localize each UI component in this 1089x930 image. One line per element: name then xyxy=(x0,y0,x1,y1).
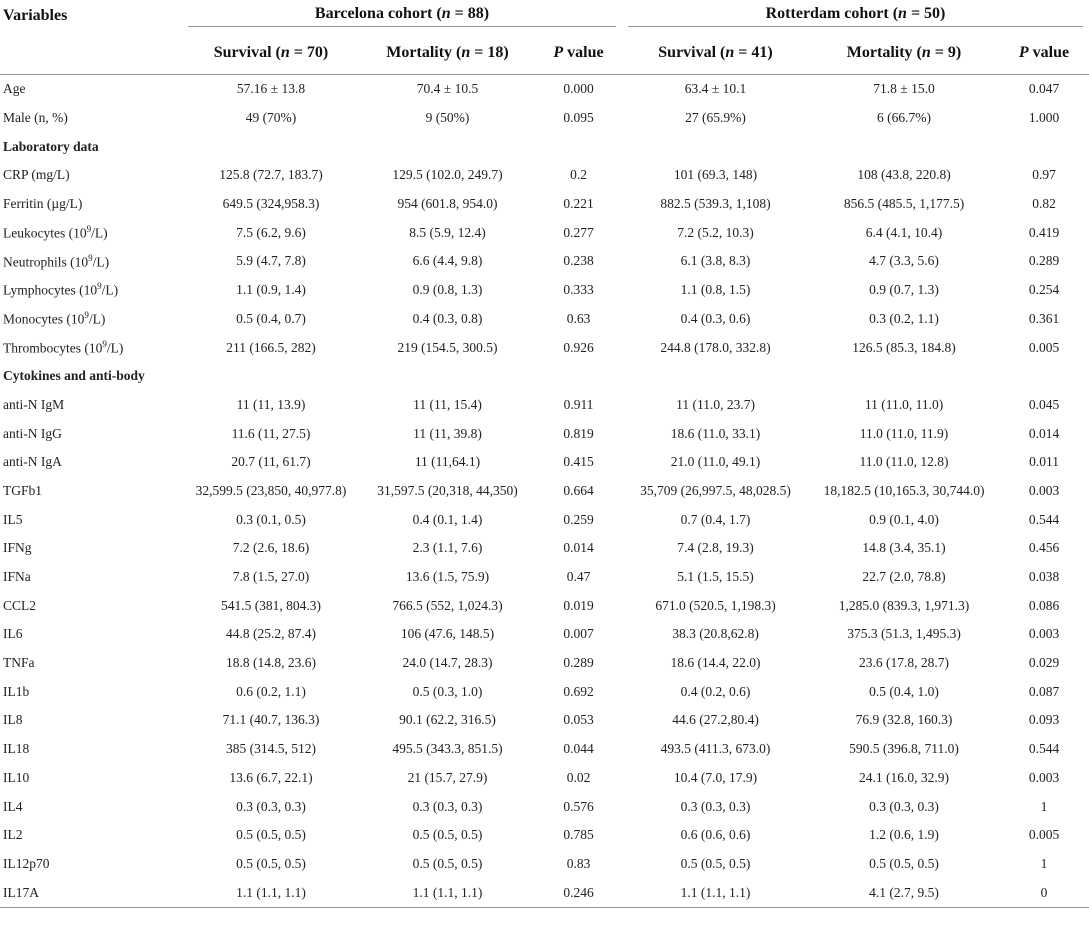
rotterdam-mortality-cell: 18,182.5 (10,165.3, 30,744.0) xyxy=(823,482,985,498)
table-row xyxy=(0,104,1089,133)
barcelona-mortality-cell: 129.5 (102.0, 249.7) xyxy=(392,167,503,183)
rotterdam-p-value-cell: 1 xyxy=(1040,798,1048,814)
rotterdam-survival-cell: 7.4 (2.8, 19.3) xyxy=(677,540,754,556)
table-row xyxy=(0,448,1089,477)
barcelona-p-value-cell: 0.926 xyxy=(563,339,594,355)
barcelona-mortality-cell: 0.5 (0.5, 0.5) xyxy=(412,855,483,871)
barcelona-p-value-cell: 0.692 xyxy=(563,683,594,699)
barcelona-p-value-cell: 0.221 xyxy=(563,196,594,212)
barcelona-mortality-cell: 11 (11, 15.4) xyxy=(413,396,482,412)
variable-name-cell xyxy=(0,764,182,793)
barcelona-p-value-cell: 0.044 xyxy=(563,741,594,757)
barcelona-mortality-cell: 0.3 (0.3, 0.3) xyxy=(412,798,483,814)
barcelona-p-value-cell: 0.47 xyxy=(566,569,591,585)
rotterdam-survival-cell: 1.1 (1.1, 1.1) xyxy=(622,878,809,907)
rotterdam-survival-cell: 1.1 (0.8, 1.5) xyxy=(680,282,751,298)
barcelona-survival-cell: 541.5 (381, 804.3) xyxy=(220,597,322,613)
variable-name: CCL2 xyxy=(3,597,37,613)
rotterdam-survival-cell: 671.0 (520.5, 1,198.3) xyxy=(655,597,776,613)
section-label: Cytokines and anti-body xyxy=(3,368,145,384)
barcelona-p-value-cell: 0.02 xyxy=(566,769,591,785)
variable-name-cell xyxy=(0,391,182,420)
unit-suffix: /L) xyxy=(88,311,106,327)
barcelona-survival-cell: 211 (166.5, 282) xyxy=(226,339,316,355)
barcelona-p-value-cell: 0.83 xyxy=(566,855,591,871)
barcelona-survival-cell: 0.5 (0.5, 0.5) xyxy=(236,827,306,843)
variable-name: anti-N IgA xyxy=(3,454,62,470)
barcelona-survival-cell: 0.6 (0.2, 1.1) xyxy=(236,683,306,699)
rotterdam-survival-cell: 11 (11.0, 23.7) xyxy=(676,396,755,412)
rotterdam-survival-cell: 21.0 (11.0, 49.1) xyxy=(670,454,761,470)
barcelona-survival-cell: 7.8 (1.5, 27.0) xyxy=(232,569,310,585)
rotterdam-mortality-header: Mortality (n = 9) xyxy=(809,31,999,75)
variable-name-cell xyxy=(0,620,182,649)
rotterdam-p-value-cell: 0.289 xyxy=(1028,253,1060,269)
barcelona-survival-cell: 0.3 (0.3, 0.3) xyxy=(236,798,306,814)
barcelona-survival-cell: 20.7 (11, 61.7) xyxy=(231,454,311,470)
variable-name: IL2 xyxy=(3,827,23,843)
barcelona-survival-header: Survival (n = 70) xyxy=(182,31,360,75)
barcelona-p-value-cell: 0.785 xyxy=(563,827,594,843)
barcelona-p-value-cell: 0.63 xyxy=(566,310,591,326)
rotterdam-p-value-header: P value xyxy=(999,31,1089,75)
table-row xyxy=(0,563,1089,592)
barcelona-survival-cell: 1.1 (1.1, 1.1) xyxy=(182,878,360,907)
rotterdam-mortality-cell: 1,285.0 (839.3, 1,971.3) xyxy=(838,597,970,613)
rotterdam-mortality-cell: 126.5 (85.3, 184.8) xyxy=(852,339,956,355)
rotterdam-mortality-cell: 4.7 (3.3, 5.6) xyxy=(869,253,939,269)
rotterdam-survival-cell: 27 (65.9%) xyxy=(685,110,746,126)
barcelona-mortality-header: Mortality (n = 18) xyxy=(360,31,535,75)
variable-name: Ferritin (µg/L) xyxy=(3,196,83,212)
barcelona-survival-cell: 49 (70%) xyxy=(245,110,297,126)
rotterdam-survival-header: Survival (n = 41) xyxy=(622,31,809,75)
rotterdam-p-value-cell: 0.087 xyxy=(1028,683,1060,699)
unit-suffix: /L) xyxy=(91,225,108,241)
table-row xyxy=(0,821,1089,850)
barcelona-mortality-cell: 21 (15.7, 27.9) xyxy=(407,769,488,785)
barcelona-survival-cell: 11.6 (11, 27.5) xyxy=(231,425,311,441)
variable-name: TNFa xyxy=(3,655,35,671)
barcelona-p-value-cell: 0.819 xyxy=(563,425,594,441)
barcelona-survival-cell: 18.8 (14.8, 23.6) xyxy=(226,655,316,671)
rotterdam-mortality-cell: 11.0 (11.0, 11.9) xyxy=(859,425,949,441)
variable-name: IFNg xyxy=(3,540,32,556)
variable-name: IL12p70 xyxy=(3,855,50,871)
variable-name: anti-N IgG xyxy=(3,425,62,441)
variable-name-cell xyxy=(0,218,182,247)
rotterdam-p-value-cell: 1.000 xyxy=(1028,110,1060,126)
variable-name: IL6 xyxy=(3,626,23,642)
barcelona-mortality-cell: 0.5 (0.3, 1.0) xyxy=(412,683,483,699)
variable-name-cell xyxy=(0,563,182,592)
rotterdam-p-value-cell: 0.003 xyxy=(1028,769,1060,785)
barcelona-survival-cell: 125.8 (72.7, 183.7) xyxy=(219,167,323,183)
barcelona-mortality-cell: 954 (601.8, 954.0) xyxy=(397,196,498,212)
table-row xyxy=(0,850,1089,879)
rotterdam-p-value-cell: 0.361 xyxy=(1028,310,1060,326)
table-row xyxy=(0,276,1089,305)
rotterdam-mortality-cell: 23.6 (17.8, 28.7) xyxy=(859,655,950,671)
variable-name: Monocytes (10 xyxy=(3,311,85,327)
rotterdam-p-value-cell: 0.003 xyxy=(1028,626,1060,642)
barcelona-p-value-cell: 0.911 xyxy=(563,396,594,412)
barcelona-survival-cell: 44.8 (25.2, 87.4) xyxy=(226,626,316,642)
table-row xyxy=(0,247,1089,276)
rotterdam-survival-cell: 493.5 (411.3, 673.0) xyxy=(660,741,771,757)
table-row xyxy=(0,764,1089,793)
rotterdam-survival-cell: 0.4 (0.2, 0.6) xyxy=(680,683,751,699)
rotterdam-p-value-cell: 0.003 xyxy=(1028,482,1060,498)
barcelona-p-value-header: P value xyxy=(535,31,622,75)
rotterdam-mortality-cell: 71.8 ± 15.0 xyxy=(873,81,935,97)
rotterdam-p-value-cell: 0.093 xyxy=(1028,712,1060,728)
variable-name-cell xyxy=(0,534,182,563)
barcelona-mortality-cell: 0.9 (0.8, 1.3) xyxy=(412,282,483,298)
rotterdam-p-value-cell: 0.014 xyxy=(1028,425,1060,441)
barcelona-survival-cell: 71.1 (40.7, 136.3) xyxy=(222,712,320,728)
barcelona-p-value-cell: 0.019 xyxy=(563,597,594,613)
rotterdam-survival-cell: 0.4 (0.3, 0.6) xyxy=(680,310,751,326)
barcelona-mortality-cell: 0.4 (0.3, 0.8) xyxy=(412,310,483,326)
variable-name: IL5 xyxy=(3,511,23,527)
rotterdam-mortality-cell: 0.5 (0.4, 1.0) xyxy=(869,683,939,699)
rotterdam-cohort-header: Rotterdam cohort (n = 50) xyxy=(622,0,1089,31)
variable-name: IL1b xyxy=(3,683,30,699)
unit-suffix: /L) xyxy=(106,340,124,356)
rotterdam-mortality-cell: 0.5 (0.5, 0.5) xyxy=(869,855,939,871)
rotterdam-mortality-cell: 590.5 (396.8, 711.0) xyxy=(849,741,959,757)
barcelona-mortality-cell: 6.6 (4.4, 9.8) xyxy=(412,253,483,269)
table-row xyxy=(0,620,1089,649)
table-row xyxy=(0,333,1089,362)
barcelona-mortality-cell: 31,597.5 (20,318, 44,350) xyxy=(377,482,518,498)
barcelona-survival-cell: 57.16 ± 13.8 xyxy=(236,81,306,97)
barcelona-mortality-cell: 1.1 (1.1, 1.1) xyxy=(360,878,535,907)
table-row xyxy=(0,161,1089,190)
table-row xyxy=(0,190,1089,219)
variable-name-cell xyxy=(0,419,182,448)
barcelona-p-value-cell: 0.277 xyxy=(563,224,594,240)
barcelona-survival-cell: 385 (314.5, 512) xyxy=(226,741,316,757)
variable-name-cell xyxy=(0,247,182,276)
rotterdam-survival-cell: 5.1 (1.5, 15.5) xyxy=(677,569,754,585)
rotterdam-p-value-cell: 0.419 xyxy=(1028,224,1060,240)
rotterdam-mortality-cell: 6 (66.7%) xyxy=(877,110,932,126)
rotterdam-mortality-cell: 856.5 (485.5, 1,177.5) xyxy=(843,196,965,212)
unit-suffix: /L) xyxy=(92,254,110,270)
rotterdam-mortality-cell: 11.0 (11.0, 12.8) xyxy=(859,454,949,470)
unit-exponent: 9 xyxy=(88,252,93,263)
barcelona-p-value-cell: 0.238 xyxy=(563,253,594,269)
variable-name-cell xyxy=(0,706,182,735)
rotterdam-p-value-cell: 0 xyxy=(999,878,1089,907)
rotterdam-survival-cell: 7.2 (5.2, 10.3) xyxy=(677,224,754,240)
rotterdam-p-value-cell: 0.005 xyxy=(1028,339,1060,355)
rotterdam-p-value-cell: 0.086 xyxy=(1028,597,1060,613)
rotterdam-p-value-cell: 0.011 xyxy=(1029,454,1059,470)
table-row xyxy=(0,878,1089,907)
rotterdam-p-value-cell: 0.045 xyxy=(1028,396,1060,412)
barcelona-survival-cell: 13.6 (6.7, 22.1) xyxy=(229,769,313,785)
rotterdam-p-value-cell: 0.82 xyxy=(1032,196,1056,212)
table-row xyxy=(0,419,1089,448)
variable-name: Neutrophils (10 xyxy=(3,254,89,270)
variable-name: IFNa xyxy=(3,569,31,585)
variable-name-cell xyxy=(0,276,182,305)
barcelona-survival-cell: 5.9 (4.7, 7.8) xyxy=(236,253,306,269)
barcelona-survival-cell: 649.5 (324,958.3) xyxy=(222,196,320,212)
rotterdam-mortality-cell: 108 (43.8, 220.8) xyxy=(857,167,951,183)
unit-exponent: 9 xyxy=(84,310,89,321)
rotterdam-survival-cell: 101 (69.3, 148) xyxy=(673,167,758,183)
table-body xyxy=(0,75,1089,908)
variable-name-cell xyxy=(0,448,182,477)
barcelona-p-value-cell: 0.053 xyxy=(563,712,594,728)
rotterdam-survival-cell: 44.6 (27.2,80.4) xyxy=(672,712,759,728)
rotterdam-mortality-cell: 0.3 (0.2, 1.1) xyxy=(869,310,939,326)
barcelona-p-value-cell: 0.014 xyxy=(563,540,594,556)
barcelona-p-value-cell: 0.246 xyxy=(535,878,622,907)
table-row xyxy=(0,505,1089,534)
barcelona-survival-cell: 1.1 (0.9, 1.4) xyxy=(236,282,306,298)
variable-name: Leukocytes (10 xyxy=(3,225,87,241)
barcelona-survival-cell: 0.3 (0.1, 0.5) xyxy=(236,511,306,527)
variable-name: Age xyxy=(3,81,26,97)
rotterdam-mortality-cell: 4.1 (2.7, 9.5) xyxy=(809,878,999,907)
table-row xyxy=(0,477,1089,506)
variable-name: anti-N IgM xyxy=(3,396,65,412)
rotterdam-mortality-cell: 0.9 (0.1, 4.0) xyxy=(869,511,939,527)
rotterdam-mortality-cell: 24.1 (16.0, 32.9) xyxy=(859,769,950,785)
rotterdam-mortality-cell: 0.9 (0.7, 1.3) xyxy=(869,282,939,298)
variable-name: Lymphocytes (10 xyxy=(3,282,98,298)
variable-name: CRP (mg/L) xyxy=(3,167,70,183)
variable-name-cell xyxy=(0,878,182,907)
variable-name-cell xyxy=(0,505,182,534)
rotterdam-survival-cell: 10.4 (7.0, 17.9) xyxy=(673,769,758,785)
variable-name: IL18 xyxy=(3,741,30,757)
variable-name-cell xyxy=(0,591,182,620)
variable-name-cell xyxy=(0,649,182,678)
unit-exponent: 9 xyxy=(102,338,107,349)
variable-name-cell xyxy=(0,190,182,219)
barcelona-survival-cell: 0.5 (0.4, 0.7) xyxy=(236,310,306,326)
barcelona-p-value-cell: 0.664 xyxy=(563,482,594,498)
rotterdam-survival-cell: 6.1 (3.8, 8.3) xyxy=(680,253,751,269)
table-row xyxy=(0,75,1089,104)
rotterdam-mortality-cell: 375.3 (51.3, 1,495.3) xyxy=(847,626,961,642)
variable-name-cell xyxy=(0,735,182,764)
barcelona-mortality-cell: 2.3 (1.1, 7.6) xyxy=(412,540,483,556)
variable-name-cell xyxy=(0,850,182,879)
rotterdam-mortality-cell: 0.3 (0.3, 0.3) xyxy=(869,798,939,814)
rotterdam-survival-cell: 0.5 (0.5, 0.5) xyxy=(680,855,751,871)
variable-name: IL4 xyxy=(3,798,23,814)
variable-name-cell xyxy=(0,821,182,850)
rotterdam-survival-cell: 18.6 (11.0, 33.1) xyxy=(670,425,761,441)
barcelona-mortality-cell: 13.6 (1.5, 75.9) xyxy=(405,569,490,585)
barcelona-mortality-cell: 24.0 (14.7, 28.3) xyxy=(402,655,493,671)
barcelona-cohort-header: Barcelona cohort (n = 88) xyxy=(182,0,622,31)
variable-name-cell xyxy=(0,477,182,506)
barcelona-p-value-cell: 0.000 xyxy=(563,81,594,97)
variable-name-cell xyxy=(0,161,182,190)
barcelona-p-value-cell: 0.007 xyxy=(563,626,594,642)
table-row xyxy=(0,677,1089,706)
rotterdam-p-value-cell: 0.97 xyxy=(1032,167,1056,183)
barcelona-mortality-cell: 70.4 ± 10.5 xyxy=(416,81,479,97)
table-row xyxy=(0,534,1089,563)
rotterdam-survival-cell: 18.6 (14.4, 22.0) xyxy=(670,655,761,671)
variable-name: IL17A xyxy=(3,884,39,900)
barcelona-mortality-cell: 219 (154.5, 300.5) xyxy=(397,339,498,355)
table-row xyxy=(0,305,1089,334)
rotterdam-survival-cell: 38.3 (20.8,62.8) xyxy=(672,626,759,642)
barcelona-survival-cell: 11 (11, 13.9) xyxy=(236,396,306,412)
barcelona-p-value-cell: 0.333 xyxy=(563,282,594,298)
rotterdam-mortality-cell: 1.2 (0.6, 1.9) xyxy=(869,827,939,843)
rotterdam-survival-cell: 0.3 (0.3, 0.3) xyxy=(680,798,751,814)
rotterdam-survival-cell: 0.7 (0.4, 1.7) xyxy=(680,511,751,527)
barcelona-mortality-cell: 8.5 (5.9, 12.4) xyxy=(409,224,486,240)
rotterdam-mortality-cell: 22.7 (2.0, 78.8) xyxy=(862,569,946,585)
variable-name: Thrombocytes (10 xyxy=(3,340,103,356)
rotterdam-survival-cell: 882.5 (539.3, 1,108) xyxy=(660,196,771,212)
rotterdam-p-value-cell: 0.456 xyxy=(1028,540,1060,556)
barcelona-p-value-cell: 0.576 xyxy=(563,798,594,814)
rotterdam-p-value-cell: 1 xyxy=(1040,855,1048,871)
barcelona-mortality-cell: 495.5 (343.3, 851.5) xyxy=(392,741,503,757)
barcelona-mortality-cell: 11 (11, 39.8) xyxy=(413,425,482,441)
variable-name: TGFb1 xyxy=(3,482,43,498)
table-row xyxy=(0,706,1089,735)
table-row xyxy=(0,218,1089,247)
variable-name: Male (n, %) xyxy=(3,110,68,126)
barcelona-mortality-cell: 766.5 (552, 1,024.3) xyxy=(392,597,503,613)
rotterdam-p-value-cell: 0.047 xyxy=(1028,81,1060,97)
barcelona-survival-cell: 32,599.5 (23,850, 40,977.8) xyxy=(195,482,347,498)
rotterdam-mortality-cell: 76.9 (32.8, 160.3) xyxy=(855,712,953,728)
rotterdam-p-value-cell: 0.038 xyxy=(1028,569,1060,585)
rotterdam-mortality-cell: 6.4 (4.1, 10.4) xyxy=(865,224,943,240)
barcelona-p-value-cell: 0.095 xyxy=(563,110,594,126)
variable-name: IL8 xyxy=(3,712,23,728)
barcelona-mortality-cell: 0.5 (0.5, 0.5) xyxy=(412,827,483,843)
rotterdam-p-value-cell: 0.254 xyxy=(1028,282,1060,298)
rotterdam-mortality-cell: 14.8 (3.4, 35.1) xyxy=(862,540,946,556)
table-row xyxy=(0,591,1089,620)
section-row xyxy=(0,362,1089,391)
rotterdam-p-value-cell: 0.005 xyxy=(1028,827,1060,843)
section-row xyxy=(0,132,1089,161)
barcelona-p-value-cell: 0.415 xyxy=(563,454,594,470)
variable-name-cell xyxy=(0,305,182,334)
variable-name: IL10 xyxy=(3,769,30,785)
section-label: Laboratory data xyxy=(3,138,99,154)
barcelona-mortality-cell: 9 (50%) xyxy=(425,110,470,126)
rotterdam-survival-cell: 0.6 (0.6, 0.6) xyxy=(680,827,751,843)
barcelona-p-value-cell: 0.259 xyxy=(563,511,594,527)
variable-name-cell xyxy=(0,792,182,821)
rotterdam-survival-cell: 35,709 (26,997.5, 48,028.5) xyxy=(640,482,791,498)
rotterdam-survival-cell: 244.8 (178.0, 332.8) xyxy=(660,339,771,355)
table-row xyxy=(0,792,1089,821)
barcelona-mortality-cell: 106 (47.6, 148.5) xyxy=(400,626,495,642)
table-row xyxy=(0,735,1089,764)
barcelona-p-value-cell: 0.289 xyxy=(563,655,594,671)
rotterdam-p-value-cell: 0.029 xyxy=(1028,655,1060,671)
variable-name-cell xyxy=(0,75,182,104)
variable-name-cell xyxy=(0,677,182,706)
barcelona-mortality-cell: 90.1 (62.2, 316.5) xyxy=(399,712,496,728)
barcelona-survival-cell: 0.5 (0.5, 0.5) xyxy=(236,855,306,871)
rotterdam-p-value-cell: 0.544 xyxy=(1028,511,1060,527)
table-row xyxy=(0,649,1089,678)
variables-header: Variables xyxy=(3,6,68,24)
barcelona-mortality-cell: 0.4 (0.1, 1.4) xyxy=(412,511,483,527)
table-row xyxy=(0,391,1089,420)
unit-exponent: 9 xyxy=(86,224,92,235)
barcelona-survival-cell: 7.5 (6.2, 9.6) xyxy=(236,224,306,240)
rotterdam-mortality-cell: 11 (11.0, 11.0) xyxy=(864,396,944,412)
variable-name-cell xyxy=(0,104,182,133)
barcelona-p-value-cell: 0.2 xyxy=(570,167,587,183)
variable-name-cell xyxy=(0,333,182,362)
table-header xyxy=(0,0,1089,75)
barcelona-survival-cell: 7.2 (2.6, 18.6) xyxy=(232,540,310,556)
unit-exponent: 9 xyxy=(97,281,102,292)
unit-suffix: /L) xyxy=(101,282,119,298)
empty-header-cell xyxy=(0,31,182,75)
barcelona-mortality-cell: 11 (11,64.1) xyxy=(414,454,481,470)
rotterdam-survival-cell: 63.4 ± 10.1 xyxy=(684,81,747,97)
rotterdam-p-value-cell: 0.544 xyxy=(1028,741,1060,757)
